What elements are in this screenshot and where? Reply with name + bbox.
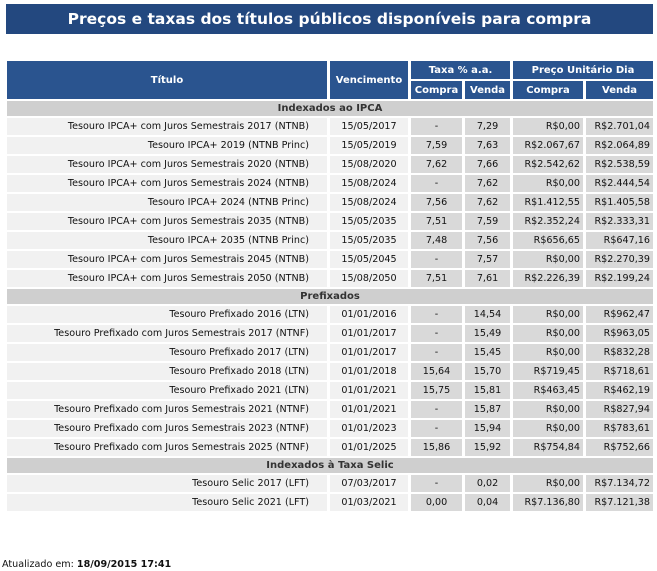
cell-taxa-compra: - bbox=[411, 420, 462, 437]
cell-preco-venda: R$752,66 bbox=[586, 439, 653, 456]
cell-preco-venda: R$1.405,58 bbox=[586, 194, 653, 211]
cell-taxa-compra: - bbox=[411, 118, 462, 135]
cell-vencimento: 01/01/2016 bbox=[330, 306, 408, 323]
cell-taxa-compra: 15,86 bbox=[411, 439, 462, 456]
cell-preco-compra: R$0,00 bbox=[513, 306, 583, 323]
cell-taxa-venda: 7,29 bbox=[465, 118, 510, 135]
footer-timestamp: 18/09/2015 17:41 bbox=[76, 559, 172, 570]
cell-taxa-venda: 0,04 bbox=[465, 494, 510, 511]
cell-titulo: Tesouro IPCA+ com Juros Semestrais 2045 (NTNB) bbox=[7, 251, 327, 268]
header-taxa: Taxa % a.a. bbox=[411, 61, 510, 79]
header-titulo: Título bbox=[7, 61, 327, 99]
cell-titulo: Tesouro Prefixado 2021 (LTN) bbox=[7, 382, 327, 399]
cell-taxa-compra: 15,75 bbox=[411, 382, 462, 399]
cell-taxa-venda: 7,56 bbox=[465, 232, 510, 249]
cell-preco-compra: R$719,45 bbox=[513, 363, 583, 380]
cell-preco-compra: R$0,00 bbox=[513, 420, 583, 437]
cell-taxa-venda: 15,92 bbox=[465, 439, 510, 456]
table-row bbox=[7, 382, 653, 399]
cell-preco-compra: R$0,00 bbox=[513, 344, 583, 361]
cell-vencimento: 01/01/2023 bbox=[330, 420, 408, 437]
cell-preco-venda: R$7.134,72 bbox=[586, 475, 653, 492]
cell-taxa-compra: - bbox=[411, 401, 462, 418]
section-header bbox=[7, 458, 653, 473]
cell-titulo: Tesouro Selic 2017 (LFT) bbox=[7, 475, 327, 492]
cell-vencimento: 15/08/2024 bbox=[330, 194, 408, 211]
cell-preco-venda: R$827,94 bbox=[586, 401, 653, 418]
table-row bbox=[7, 344, 653, 361]
table-row bbox=[7, 213, 653, 230]
cell-vencimento: 07/03/2017 bbox=[330, 475, 408, 492]
table-row bbox=[7, 232, 653, 249]
cell-vencimento: 15/08/2020 bbox=[330, 156, 408, 173]
cell-preco-compra: R$656,65 bbox=[513, 232, 583, 249]
footer bbox=[2, 559, 171, 570]
cell-taxa-venda: 14,54 bbox=[465, 306, 510, 323]
cell-titulo: Tesouro IPCA+ 2019 (NTNB Princ) bbox=[7, 137, 327, 154]
cell-titulo: Tesouro IPCA+ com Juros Semestrais 2050 (NTNB) bbox=[7, 270, 327, 287]
cell-vencimento: 01/01/2017 bbox=[330, 325, 408, 342]
cell-taxa-venda: 15,87 bbox=[465, 401, 510, 418]
cell-taxa-venda: 15,81 bbox=[465, 382, 510, 399]
table-row bbox=[7, 251, 653, 268]
section-title: Indexados ao IPCA bbox=[7, 101, 653, 116]
section-header bbox=[7, 101, 653, 116]
cell-vencimento: 15/05/2035 bbox=[330, 232, 408, 249]
cell-preco-venda: R$2.333,31 bbox=[586, 213, 653, 230]
cell-titulo: Tesouro Prefixado com Juros Semestrais 2025 (NTNF) bbox=[7, 439, 327, 456]
cell-taxa-compra: 7,51 bbox=[411, 213, 462, 230]
cell-taxa-compra: - bbox=[411, 475, 462, 492]
cell-titulo: Tesouro IPCA+ com Juros Semestrais 2020 (NTNB) bbox=[7, 156, 327, 173]
cell-preco-venda: R$647,16 bbox=[586, 232, 653, 249]
cell-titulo: Tesouro IPCA+ 2035 (NTNB Princ) bbox=[7, 232, 327, 249]
cell-taxa-venda: 15,70 bbox=[465, 363, 510, 380]
cell-taxa-compra: - bbox=[411, 251, 462, 268]
footer-label: Atualizado em: bbox=[2, 559, 74, 570]
header-preco: Preço Unitário Dia bbox=[513, 61, 653, 79]
table-row bbox=[7, 325, 653, 342]
cell-vencimento: 15/08/2050 bbox=[330, 270, 408, 287]
section-title: Indexados à Taxa Selic bbox=[7, 458, 653, 473]
cell-taxa-compra: 7,56 bbox=[411, 194, 462, 211]
cell-taxa-compra: - bbox=[411, 175, 462, 192]
cell-vencimento: 15/08/2024 bbox=[330, 175, 408, 192]
cell-preco-compra: R$2.226,39 bbox=[513, 270, 583, 287]
cell-titulo: Tesouro Prefixado com Juros Semestrais 2017 (NTNF) bbox=[7, 325, 327, 342]
table-body bbox=[7, 101, 653, 511]
cell-preco-compra: R$0,00 bbox=[513, 118, 583, 135]
cell-taxa-venda: 7,63 bbox=[465, 137, 510, 154]
cell-taxa-venda: 0,02 bbox=[465, 475, 510, 492]
cell-preco-compra: R$463,45 bbox=[513, 382, 583, 399]
cell-taxa-compra: 15,64 bbox=[411, 363, 462, 380]
cell-vencimento: 15/05/2035 bbox=[330, 213, 408, 230]
cell-titulo: Tesouro Prefixado com Juros Semestrais 2021 (NTNF) bbox=[7, 401, 327, 418]
cell-vencimento: 15/05/2045 bbox=[330, 251, 408, 268]
cell-preco-venda: R$462,19 bbox=[586, 382, 653, 399]
cell-taxa-venda: 7,57 bbox=[465, 251, 510, 268]
cell-taxa-venda: 7,62 bbox=[465, 175, 510, 192]
cell-preco-compra: R$1.412,55 bbox=[513, 194, 583, 211]
cell-preco-venda: R$832,28 bbox=[586, 344, 653, 361]
table-row bbox=[7, 401, 653, 418]
table-row bbox=[7, 306, 653, 323]
section-title: Prefixados bbox=[7, 289, 653, 304]
cell-vencimento: 01/01/2021 bbox=[330, 401, 408, 418]
cell-taxa-compra: 7,59 bbox=[411, 137, 462, 154]
cell-vencimento: 01/01/2017 bbox=[330, 344, 408, 361]
cell-titulo: Tesouro Prefixado 2016 (LTN) bbox=[7, 306, 327, 323]
cell-taxa-compra: 7,48 bbox=[411, 232, 462, 249]
cell-vencimento: 15/05/2019 bbox=[330, 137, 408, 154]
cell-taxa-compra: 7,62 bbox=[411, 156, 462, 173]
table-row bbox=[7, 439, 653, 456]
cell-preco-venda: R$783,61 bbox=[586, 420, 653, 437]
table-row bbox=[7, 156, 653, 173]
cell-preco-compra: R$2.067,67 bbox=[513, 137, 583, 154]
cell-titulo: Tesouro Prefixado com Juros Semestrais 2023 (NTNF) bbox=[7, 420, 327, 437]
cell-preco-venda: R$2.270,39 bbox=[586, 251, 653, 268]
cell-taxa-venda: 15,49 bbox=[465, 325, 510, 342]
cell-vencimento: 01/01/2025 bbox=[330, 439, 408, 456]
table-row bbox=[7, 118, 653, 135]
table-row bbox=[7, 420, 653, 437]
table-row bbox=[7, 363, 653, 380]
cell-preco-venda: R$2.444,54 bbox=[586, 175, 653, 192]
header-preco-compra: Compra bbox=[513, 81, 583, 99]
cell-vencimento: 15/05/2017 bbox=[330, 118, 408, 135]
header-taxa-compra: Compra bbox=[411, 81, 462, 99]
cell-vencimento: 01/01/2018 bbox=[330, 363, 408, 380]
table-row bbox=[7, 270, 653, 287]
table-row bbox=[7, 137, 653, 154]
cell-taxa-venda: 15,45 bbox=[465, 344, 510, 361]
cell-titulo: Tesouro Prefixado 2018 (LTN) bbox=[7, 363, 327, 380]
cell-preco-venda: R$962,47 bbox=[586, 306, 653, 323]
cell-preco-venda: R$2.538,59 bbox=[586, 156, 653, 173]
cell-titulo: Tesouro IPCA+ 2024 (NTNB Princ) bbox=[7, 194, 327, 211]
cell-titulo: Tesouro Selic 2021 (LFT) bbox=[7, 494, 327, 511]
cell-taxa-venda: 7,59 bbox=[465, 213, 510, 230]
cell-taxa-venda: 7,61 bbox=[465, 270, 510, 287]
cell-taxa-venda: 15,94 bbox=[465, 420, 510, 437]
cell-taxa-compra: - bbox=[411, 306, 462, 323]
cell-preco-venda: R$2.064,89 bbox=[586, 137, 653, 154]
cell-preco-compra: R$0,00 bbox=[513, 175, 583, 192]
cell-preco-compra: R$754,84 bbox=[513, 439, 583, 456]
cell-titulo: Tesouro IPCA+ com Juros Semestrais 2024 (NTNB) bbox=[7, 175, 327, 192]
cell-taxa-compra: 0,00 bbox=[411, 494, 462, 511]
cell-preco-compra: R$0,00 bbox=[513, 251, 583, 268]
cell-taxa-compra: - bbox=[411, 325, 462, 342]
page-title: Preços e taxas dos títulos públicos disponíveis para compra bbox=[6, 4, 653, 34]
section-header bbox=[7, 289, 653, 304]
cell-preco-venda: R$7.121,38 bbox=[586, 494, 653, 511]
cell-preco-compra: R$2.542,62 bbox=[513, 156, 583, 173]
table-row bbox=[7, 475, 653, 492]
header-vencimento: Vencimento bbox=[330, 61, 408, 99]
cell-preco-compra: R$0,00 bbox=[513, 325, 583, 342]
cell-preco-venda: R$718,61 bbox=[586, 363, 653, 380]
cell-vencimento: 01/03/2021 bbox=[330, 494, 408, 511]
table-row bbox=[7, 194, 653, 211]
cell-titulo: Tesouro IPCA+ com Juros Semestrais 2035 (NTNB) bbox=[7, 213, 327, 230]
cell-taxa-venda: 7,66 bbox=[465, 156, 510, 173]
cell-preco-compra: R$7.136,80 bbox=[513, 494, 583, 511]
cell-taxa-venda: 7,62 bbox=[465, 194, 510, 211]
cell-preco-compra: R$0,00 bbox=[513, 401, 583, 418]
cell-preco-compra: R$0,00 bbox=[513, 475, 583, 492]
cell-taxa-compra: - bbox=[411, 344, 462, 361]
cell-titulo: Tesouro Prefixado 2017 (LTN) bbox=[7, 344, 327, 361]
cell-preco-compra: R$2.352,24 bbox=[513, 213, 583, 230]
table-row bbox=[7, 175, 653, 192]
header-preco-venda: Venda bbox=[586, 81, 653, 99]
cell-vencimento: 01/01/2021 bbox=[330, 382, 408, 399]
table-row bbox=[7, 494, 653, 511]
cell-taxa-compra: 7,51 bbox=[411, 270, 462, 287]
cell-preco-venda: R$2.701,04 bbox=[586, 118, 653, 135]
cell-preco-venda: R$2.199,24 bbox=[586, 270, 653, 287]
cell-preco-venda: R$963,05 bbox=[586, 325, 653, 342]
cell-titulo: Tesouro IPCA+ com Juros Semestrais 2017 (NTNB) bbox=[7, 118, 327, 135]
header-taxa-venda: Venda bbox=[465, 81, 510, 99]
bonds-table bbox=[4, 59, 656, 513]
